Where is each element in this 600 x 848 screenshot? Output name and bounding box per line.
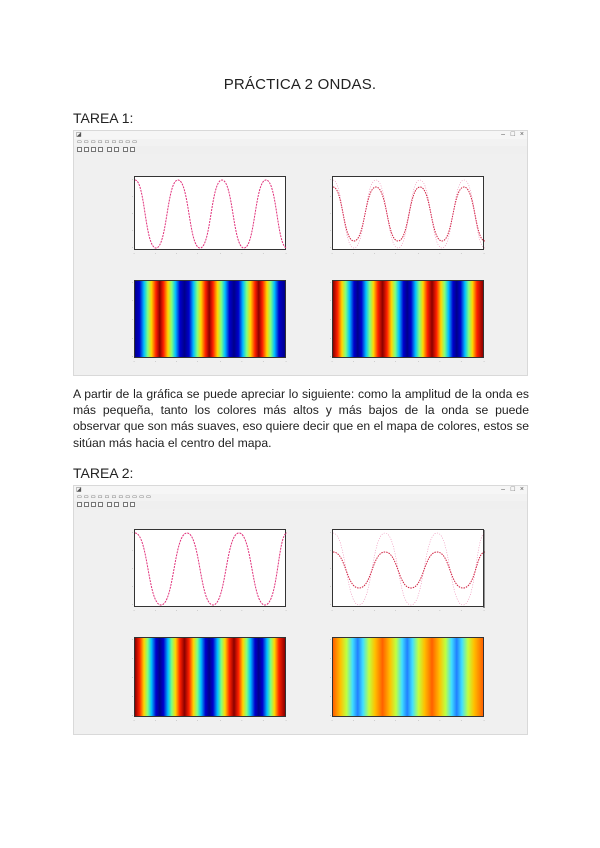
xticks: · · · · · · · ·	[133, 359, 287, 364]
colormap-image	[332, 637, 484, 717]
yticks: · · · · ·	[131, 636, 133, 718]
window-titlebar	[74, 486, 527, 494]
yticks: · · · · ·	[329, 636, 331, 718]
toolbar-icons[interactable]	[123, 502, 128, 507]
plot-axes	[134, 176, 286, 250]
wave-plot	[329, 529, 485, 613]
yticks: · · · · ·	[329, 529, 331, 607]
window-titlebar	[74, 131, 527, 139]
toolbar-icons[interactable]	[107, 147, 112, 152]
xticks: · · · · · · · ·	[133, 251, 287, 256]
wave-plot	[131, 529, 287, 613]
yticks: · · · · ·	[329, 279, 331, 359]
tarea2-heading: TAREA 2:	[73, 465, 134, 481]
wave-line	[135, 530, 287, 608]
toolbar-icons[interactable]	[84, 502, 89, 507]
toolbar-icons[interactable]	[91, 502, 96, 507]
document-title: PRÁCTICA 2 ONDAS.	[223, 76, 377, 93]
yticks: · · · · ·	[131, 279, 133, 359]
colormap-image	[134, 280, 286, 358]
xticks: · · · · · · · ·	[331, 608, 485, 613]
xticks: · · · · · · · ·	[331, 718, 485, 723]
explanation-paragraph: A partir de la gráfica se puede apreciar lo siguiente: como la amplitud de la onda es más pequeña, tanto los colores más altos y más bajos de la onda se puede observar que son más suaves, eso quiere decir que en el mapa de colores, estos se sitúan más hacia el centro del mapa.	[73, 387, 529, 450]
xticks: · · · · · · · ·	[331, 359, 485, 364]
figure-canvas	[74, 154, 527, 375]
toolbar-icons[interactable]	[98, 147, 103, 152]
colormap-image	[332, 280, 484, 358]
colormap-plot	[131, 636, 287, 723]
xticks: · · · · · · · ·	[331, 251, 485, 256]
xticks: · · · · · · · ·	[133, 608, 287, 613]
menu-bar	[74, 139, 527, 146]
wave-line	[333, 177, 485, 251]
toolbar-icons[interactable]	[98, 502, 103, 507]
figure-screenshot-1	[73, 130, 528, 376]
wave-plot	[329, 176, 485, 256]
close-icon[interactable]: ×	[519, 131, 524, 138]
plot-axes	[134, 529, 286, 607]
wave-plot	[131, 176, 287, 256]
toolbar-icons[interactable]	[84, 147, 89, 152]
toolbar-icons[interactable]	[91, 147, 96, 152]
toolbar-icons[interactable]	[114, 147, 119, 152]
toolbar-icons[interactable]	[77, 502, 82, 507]
menu-bar	[74, 494, 527, 501]
xticks: · · · · · · · ·	[133, 718, 287, 723]
plot-axes	[332, 176, 484, 250]
minimize-icon[interactable]: ‒	[501, 131, 505, 138]
toolbar-icons[interactable]	[130, 502, 135, 507]
yticks: · · · · ·	[329, 176, 331, 250]
colormap-plot	[329, 636, 485, 723]
matlab-figure-icon: ◪	[76, 487, 82, 493]
wave-line	[333, 530, 485, 608]
yticks: · · · · ·	[131, 529, 133, 607]
colormap-plot	[329, 279, 485, 364]
menu-items[interactable]: ▭ ▭ ▭ ▭ ▭ ▭ ▭ ▭ ▭	[77, 139, 138, 145]
tarea1-heading: TAREA 1:	[73, 110, 134, 126]
maximize-icon[interactable]: □	[510, 131, 515, 138]
close-icon[interactable]: ×	[519, 486, 524, 493]
colormap-image	[134, 637, 286, 717]
figure-screenshot-2	[73, 485, 528, 735]
minimize-icon[interactable]: ‒	[501, 486, 505, 493]
maximize-icon[interactable]: □	[510, 486, 515, 493]
toolbar-icons[interactable]	[130, 147, 135, 152]
yticks: · · · · ·	[131, 176, 133, 250]
toolbar-icons[interactable]	[107, 502, 112, 507]
figure-canvas	[74, 509, 527, 734]
plot-axes	[332, 529, 484, 607]
toolbar-icons[interactable]	[114, 502, 119, 507]
menu-items[interactable]: ▭ ▭ ▭ ▭ ▭ ▭ ▭ ▭ ▭ ▭ ▭	[77, 494, 152, 500]
colormap-plot	[131, 279, 287, 364]
toolbar-icons[interactable]	[123, 147, 128, 152]
wave-line	[135, 177, 287, 251]
toolbar-icons[interactable]	[77, 147, 82, 152]
matlab-figure-icon: ◪	[76, 132, 82, 138]
